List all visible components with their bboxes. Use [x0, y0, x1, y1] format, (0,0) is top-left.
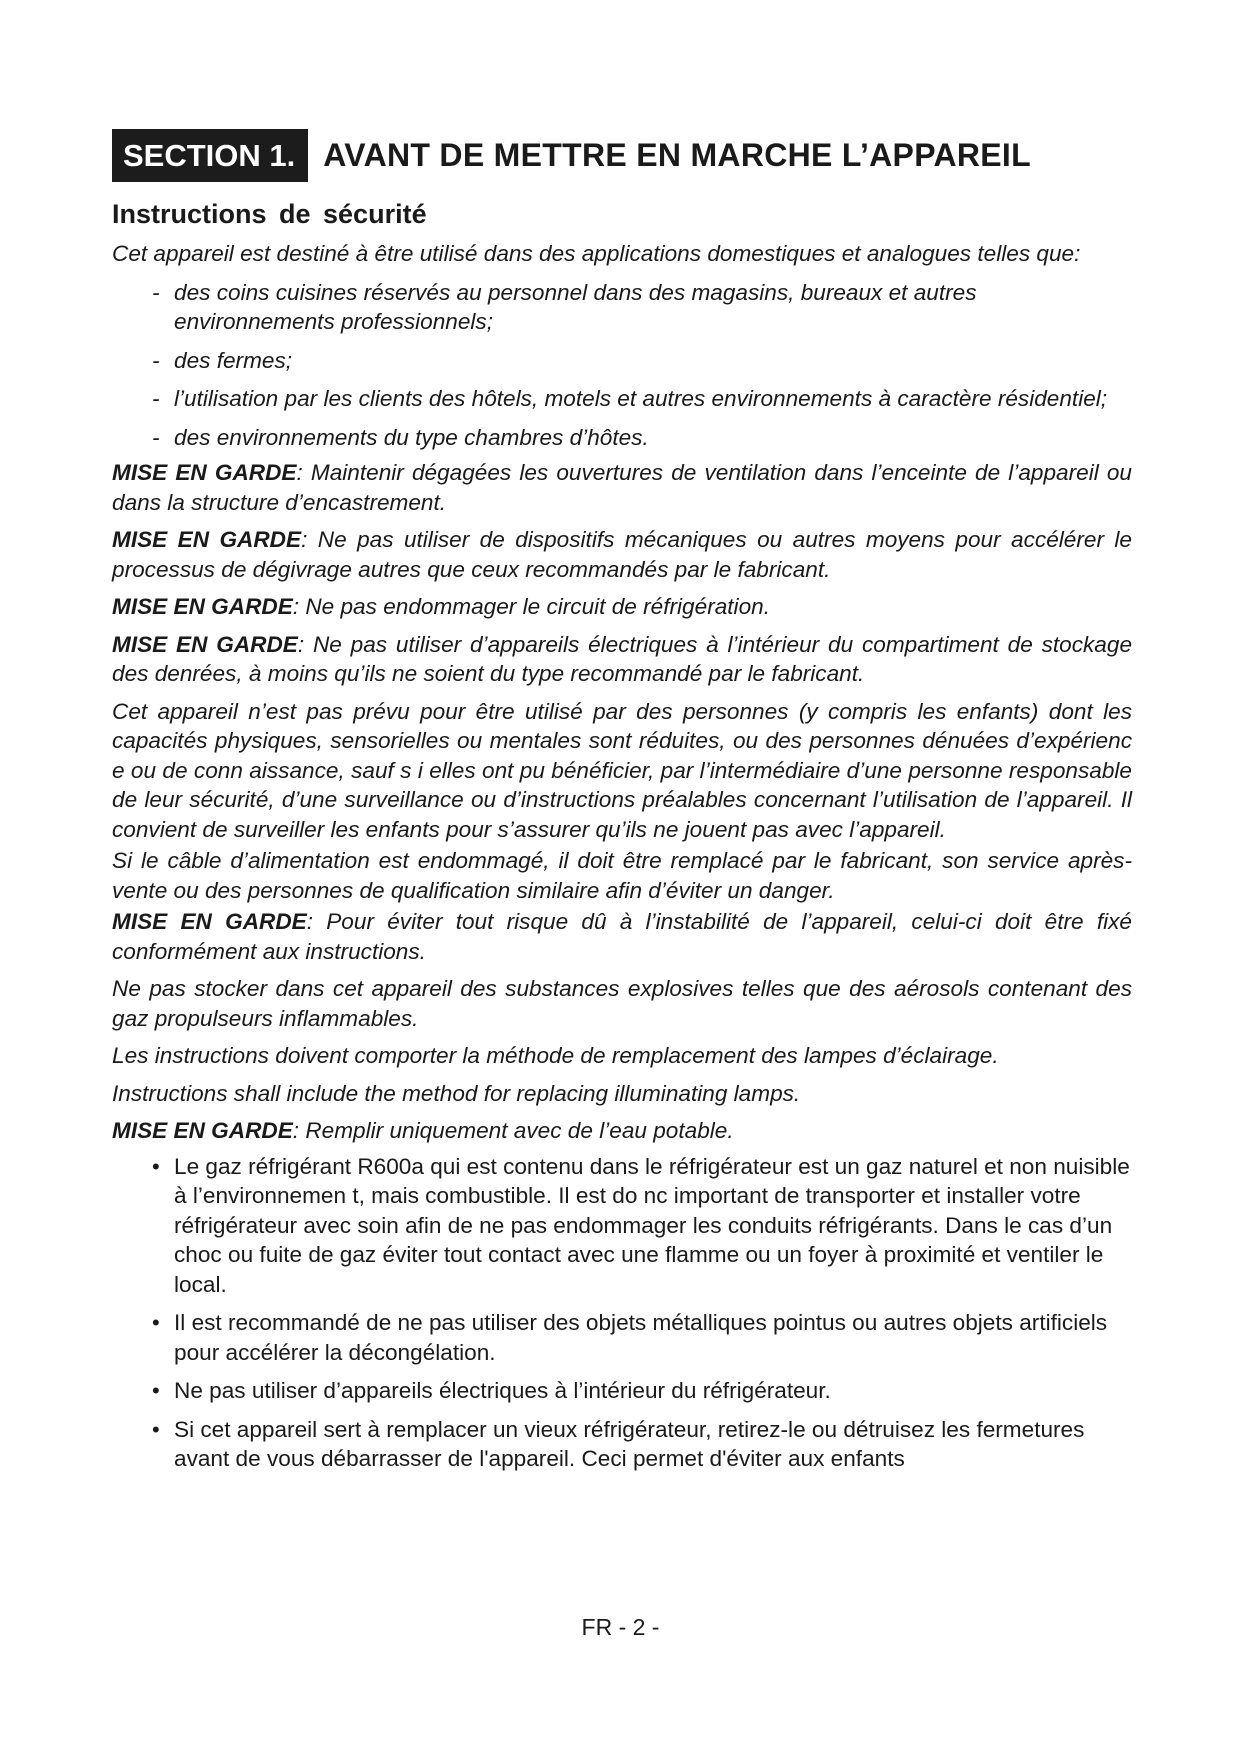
warning-text: : Maintenir dégagées les ouvertures de ventilation dans l’enceinte de l’appareil ou dans la structure d’encastrement.	[112, 460, 1132, 515]
warning-label: MISE EN GARDE	[112, 631, 298, 657]
dash-marker: -	[152, 424, 160, 450]
dash-marker: -	[152, 386, 160, 411]
warning-label: MISE EN GARDE	[112, 527, 302, 552]
warning-text: : Ne pas utiliser de dispositifs mécaniques ou autres moyens pour accélérer le processus de dégivrage autres que ceux recommandés par le fabricant.	[112, 527, 1132, 582]
list-item-text: des coins cuisines réservés au personnel dans des magasins, bureaux et autres environnements professionnels;	[174, 279, 977, 334]
warning-label: MISE EN GARDE	[112, 594, 293, 619]
bullet-marker: •	[152, 1378, 160, 1403]
warning-defrost	[112, 525, 1132, 584]
list-item-text: Si cet appareil sert à remplacer un vieux réfrigérateur, retirez-le ou détruisez les fermetures avant de vous débarrasser de l'appareil. Ceci permet d'éviter aux enfants	[174, 1416, 1085, 1471]
uses-list	[112, 278, 1132, 453]
list-item-text: des environnements du type chambres d’hôtes.	[174, 424, 649, 450]
section-badge: SECTION 1.	[112, 129, 308, 182]
list-item-text: Ne pas utiliser d’appareils électriques à l’intérieur du réfrigérateur.	[174, 1378, 831, 1403]
warning-label: MISE EN GARDE	[112, 460, 297, 485]
dash-marker: -	[152, 347, 160, 373]
subtitle: Instructions de sécurité	[112, 199, 427, 229]
lamps-paragraph-en: Instructions shall include the method for replacing illuminating lamps.	[112, 1080, 801, 1106]
list-item	[152, 1415, 1132, 1474]
dash-marker: -	[152, 279, 160, 305]
lamps-paragraph-fr: Les instructions doivent comporter la méthode de remplacement des lampes d’éclairage.	[112, 1043, 999, 1068]
warning-text: : Ne pas endommager le circuit de réfrigération.	[292, 594, 770, 619]
warning-label: MISE EN GARDE	[112, 909, 307, 934]
warning-ventilation	[112, 458, 1132, 517]
section-title: AVANT DE METTRE EN MARCHE L’APPAREIL	[323, 136, 1031, 173]
warning-circuit	[112, 592, 1132, 622]
list-item	[152, 346, 1132, 376]
list-item	[152, 1152, 1132, 1300]
bullet-list	[112, 1152, 1132, 1474]
list-item	[152, 1376, 1132, 1406]
cable-paragraph: Si le câble d’alimentation est endommagé, il doit être remplacé par le fabricant, son service après-vente ou des personnes de qualification similaire afin d’éviter un danger.	[112, 848, 1132, 903]
list-item	[152, 423, 1132, 453]
warning-electrical	[112, 630, 1132, 689]
explosive-paragraph: Ne pas stocker dans cet appareil des substances explosives telles que des aérosols contenant des gaz propulseurs inflammables.	[112, 976, 1132, 1031]
list-item	[152, 1308, 1132, 1367]
list-item-text: l’utilisation par les clients des hôtels, motels et autres environnements à caractère résidentiel;	[174, 386, 1108, 411]
bullet-marker: •	[152, 1416, 160, 1442]
warning-text: : Pour éviter tout risque dû à l’instabilité de l’appareil, celui-ci doit être fixé conformément aux instructions.	[112, 909, 1132, 964]
intro-paragraph: Cet appareil est destiné à être utilisé dans des applications domestiques et analogues telles que:	[112, 241, 1081, 266]
warning-stability	[112, 907, 1132, 966]
list-item-text: des fermes;	[174, 347, 293, 373]
persons-paragraph: Cet appareil n’est pas prévu pour être utilisé par des personnes (y compris les enfants) dont les capacités physiques, sensorielles ou mentales sont réduites, ou des personnes dénuées d’expérienc e ou de conn aissance, sauf s i elles ont pu bénéficier, par l’intermédiaire d’une personne responsable de leur sécurité, d’une surveillance ou d’instructions préalables concernant l’utilisation de l’appareil. Il convient de surveiller les enfants pour s’assurer qu’ils ne jouent pas avec l’appareil.	[112, 698, 1132, 842]
warning-text: : Remplir uniquement avec de l’eau potable.	[292, 1118, 734, 1143]
page-footer: FR - 2 -	[581, 1614, 660, 1640]
list-item-text: Le gaz réfrigérant R600a qui est contenu dans le réfrigérateur est un gaz naturel et non nuisible à l’environnemen t, mais combustible. Il est do nc important de transporter et installer votre réfrigérateur avec soin afin de ne pas endommager les conduits réfrigérants. Dans le cas d’un choc ou fuite de gaz éviter tout contact avec une flamme ou un foyer à proximité et ventiler le local.	[174, 1153, 1130, 1297]
list-item-text: Il est recommandé de ne pas utiliser des objets métalliques pointus ou autres objets artificiels pour accélérer la décongélation.	[174, 1310, 1108, 1365]
bullet-marker: •	[152, 1153, 160, 1179]
warning-water	[112, 1116, 1132, 1146]
warning-label: MISE EN GARDE	[112, 1118, 293, 1143]
list-item	[152, 384, 1132, 414]
section-header	[112, 128, 1132, 182]
warning-text: : Ne pas utiliser d’appareils électriques à l’intérieur du compartiment de stockage des denrées, à moins qu’ils ne soient du type recommandé par le fabricant.	[112, 631, 1133, 686]
list-item	[152, 278, 1132, 337]
bullet-marker: •	[152, 1310, 160, 1335]
page-content	[112, 128, 1132, 1483]
